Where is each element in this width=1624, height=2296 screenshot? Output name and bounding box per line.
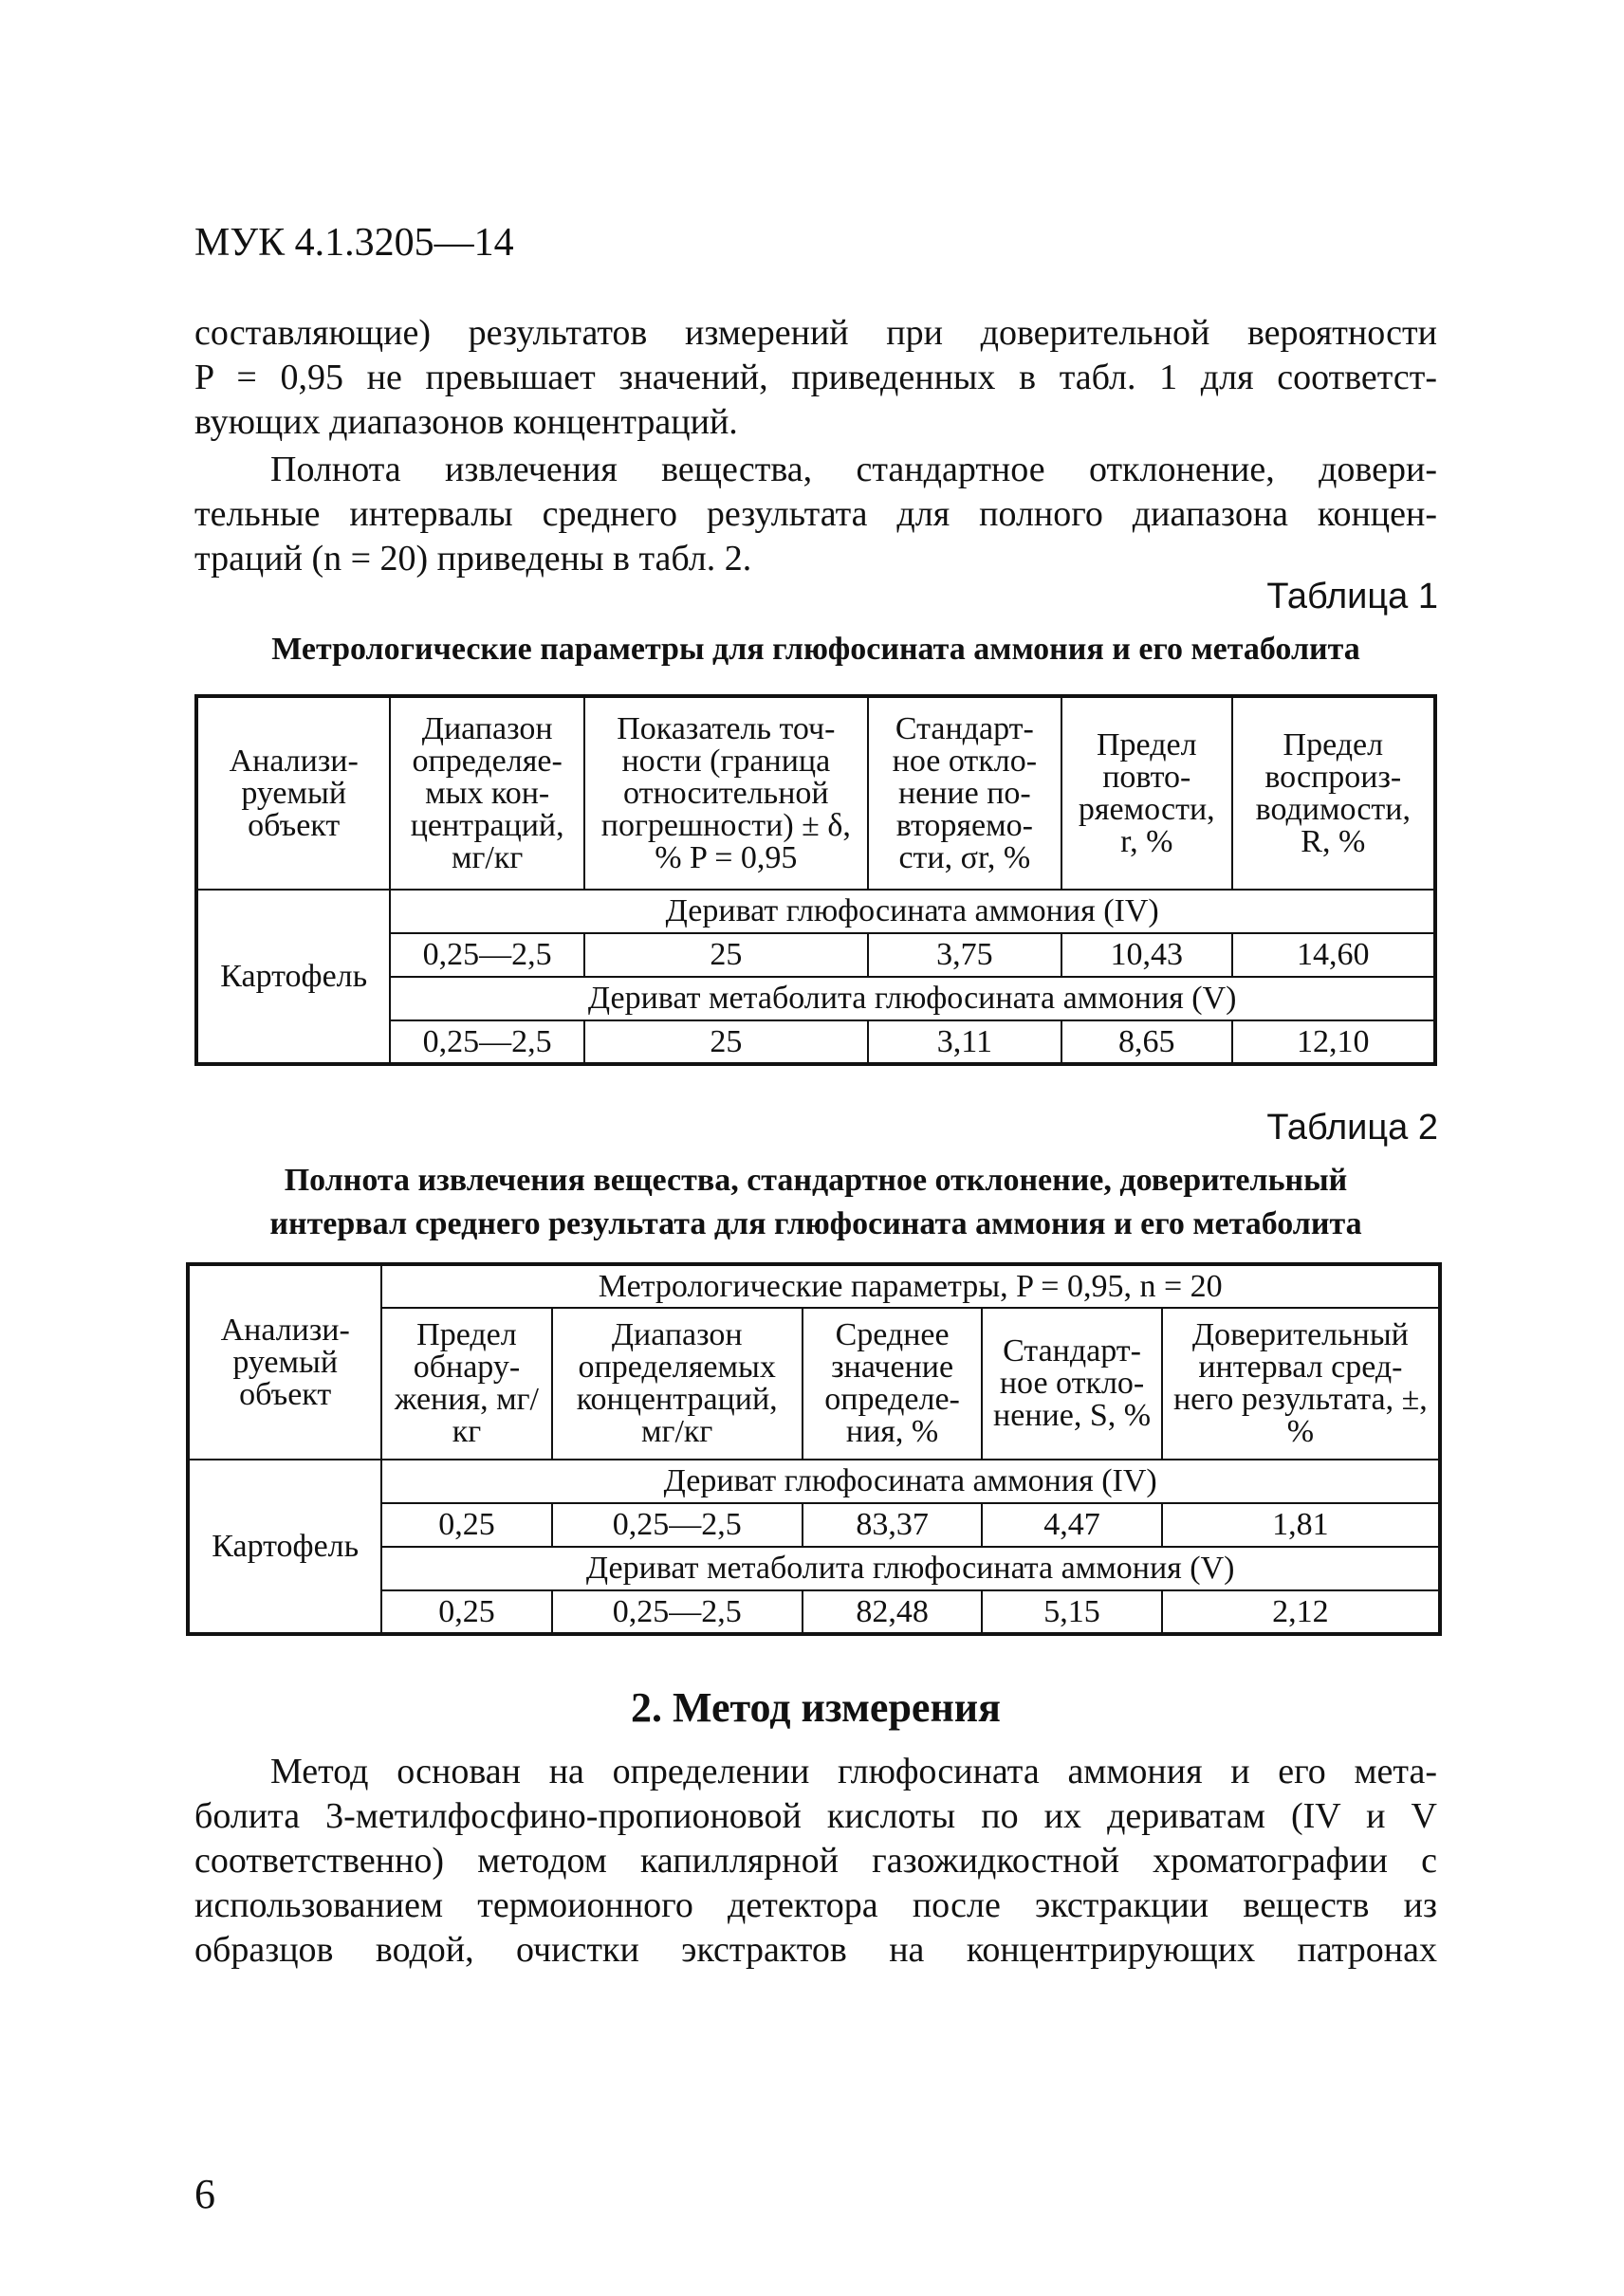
- table-cell: 8,65: [1061, 1020, 1232, 1064]
- paragraph-3-line-1: Метод основан на определении глюфосината аммония и его мета-: [270, 1752, 1437, 1791]
- table-2-title-line-1: Полнота извлечения вещества, стандартное отклонение, доверительный: [284, 1163, 1348, 1198]
- table-2-header-confidence: Доверительный интервал сред-него результата, ±, %: [1162, 1308, 1440, 1460]
- table-cell: 5,15: [982, 1590, 1162, 1634]
- table-1-header-object: Анализи-руемый объект: [196, 696, 390, 890]
- paragraph-3-line-3: соответственно) методом капиллярной газожидкостной хроматографии с: [194, 1841, 1437, 1881]
- table-1-group-1: Дериват глюфосината аммония (IV): [390, 890, 1435, 933]
- table-cell: 25: [584, 933, 868, 977]
- table-2-caption: Таблица 2: [1266, 1108, 1438, 1148]
- table-cell: 2,12: [1162, 1590, 1440, 1634]
- table-cell: 82,48: [803, 1590, 982, 1634]
- paragraph-1-line-3: вующих диапазонов концентраций.: [194, 402, 738, 442]
- paragraph-3-line-2: болита 3-метилфосфино-пропионовой кислоты по их дериватам (IV и V: [194, 1796, 1437, 1836]
- table-2-title-line-2: интервал среднего результата для глюфосината аммония и его метаболита: [269, 1206, 1362, 1241]
- table-1-header-accuracy: Показатель точ-ности (граница относительной погрешности) ± δ, % P = 0,95: [584, 696, 868, 890]
- table-2-header-detection-limit: Предел обнару-жения, мг/кг: [381, 1308, 551, 1460]
- table-row: [188, 1460, 1440, 1503]
- table-2-group-2: Дериват метаболита глюфосината аммония (V): [381, 1547, 1440, 1590]
- table-cell: 3,75: [868, 933, 1061, 977]
- paragraph-2-line-3: траций (n = 20) приведены в табл. 2.: [194, 539, 752, 579]
- table-cell: 12,10: [1232, 1020, 1435, 1064]
- table-cell: 0,25—2,5: [552, 1503, 803, 1547]
- paragraph-2-line-1: Полнота извлечения вещества, стандартное отклонение, довери-: [270, 450, 1437, 489]
- paragraph-1-line-2: P = 0,95 не превышает значений, приведенных в табл. 1 для соответст-: [194, 358, 1437, 397]
- paragraph-2-line-2: тельные интервалы среднего результата для полного диапазона концен-: [194, 494, 1437, 534]
- table-1-header-repeatability: Предел повто-ряемости, r, %: [1061, 696, 1232, 890]
- table-cell: 0,25: [381, 1503, 551, 1547]
- section-title: 2. Метод измерения: [631, 1684, 1001, 1731]
- table-1-object-cell: Картофель: [196, 890, 390, 1064]
- table-cell: 14,60: [1232, 933, 1435, 977]
- table-cell: 83,37: [803, 1503, 982, 1547]
- table-1-header-range: Диапазон определяе-мых кон-центраций, мг/кг: [390, 696, 584, 890]
- table-2-header-row-1: [188, 1264, 1440, 1308]
- table-2-group-1: Дериват глюфосината аммония (IV): [381, 1460, 1440, 1503]
- table-2-header-mean: Среднее значение определе-ния, %: [803, 1308, 982, 1460]
- table-1-title: Метрологические параметры для глюфосината аммония и его метаболита: [271, 632, 1360, 667]
- table-2-title: [194, 1159, 1437, 1246]
- table-1-caption: Таблица 1: [1266, 577, 1438, 616]
- paragraph-2: [194, 448, 1437, 581]
- table-cell: 0,25—2,5: [552, 1590, 803, 1634]
- table-2-header-object: Анализи-руемый объект: [188, 1264, 381, 1460]
- table-2: [186, 1262, 1442, 1636]
- table-2-header-group: Метрологические параметры, P = 0,95, n = 20: [381, 1264, 1440, 1308]
- paragraph-3-line-5: образцов водой, очистки экстрактов на концентрирующих патронах: [194, 1930, 1437, 1970]
- table-row: [196, 890, 1435, 933]
- table-cell: 3,11: [868, 1020, 1061, 1064]
- document-header: МУК 4.1.3205—14: [194, 221, 514, 265]
- table-cell: 25: [584, 1020, 868, 1064]
- table-2-header-range: Диапазон определяемых концентраций, мг/кг: [552, 1308, 803, 1460]
- table-1: [194, 694, 1437, 1066]
- paragraph-3: [194, 1750, 1437, 1973]
- table-2-object-cell: Картофель: [188, 1460, 381, 1634]
- table-2-header-std-dev: Стандарт-ное откло-нение, S, %: [982, 1308, 1162, 1460]
- table-1-group-2: Дериват метаболита глюфосината аммония (V): [390, 977, 1435, 1020]
- table-cell: 10,43: [1061, 933, 1232, 977]
- paragraph-1: [194, 311, 1437, 445]
- table-1-header-row: [196, 696, 1435, 890]
- table-cell: 4,47: [982, 1503, 1162, 1547]
- table-1-header-reproducibility: Предел воспроиз-водимости, R, %: [1232, 696, 1435, 890]
- page-number: 6: [194, 2171, 215, 2217]
- table-cell: 0,25—2,5: [390, 1020, 584, 1064]
- paragraph-1-line-1: составляющие) результатов измерений при доверительной вероятности: [194, 313, 1437, 353]
- table-1-header-std-dev: Стандарт-ное откло-нение по-вторяемо-сти, σr, %: [868, 696, 1061, 890]
- paragraph-3-line-4: использованием термоионного детектора после экстракции веществ из: [194, 1885, 1437, 1925]
- table-cell: 1,81: [1162, 1503, 1440, 1547]
- table-cell: 0,25: [381, 1590, 551, 1634]
- table-cell: 0,25—2,5: [390, 933, 584, 977]
